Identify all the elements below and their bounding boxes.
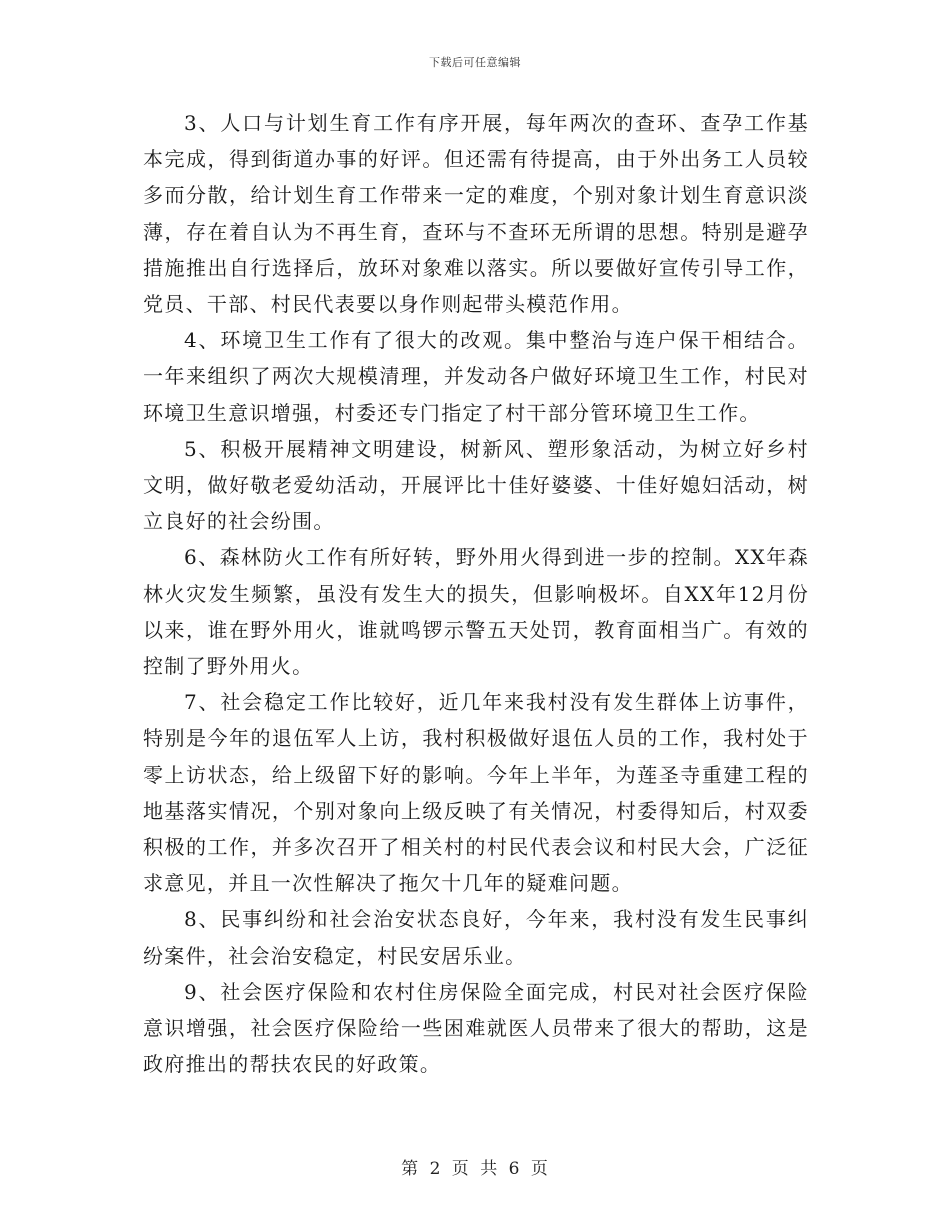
paragraph-6: 6、森林防火工作有所好转，野外用火得到进一步的控制。XX年森林火灾发生频繁，虽没有发生大的损失，但影响极坏。自XX年12月份以来，谁在野外用火，谁就鸣锣示警五天处罚，教育面相当广。有效的控制了野外用火。 [143, 545, 809, 679]
paragraph-9: 9、社会医疗保险和农村住房保险全面完成，村民对社会医疗保险意识增强，社会医疗保险给一些困难就医人员带来了很大的帮助，这是政府推出的帮扶农民的好政策。 [143, 979, 809, 1077]
paragraph-4: 4、环境卫生工作有了很大的改观。集中整治与连户保干相结合。一年来组织了两次大规模清理，并发动各户做好环境卫生工作，村民对环境卫生意识增强，村委还专门指定了村干部分管环境卫生工作。 [143, 328, 809, 425]
paragraph-8: 8、民事纠纷和社会治安状态良好，今年来，我村没有发生民事纠纷案件，社会治安稳定，村民安居乐业。 [143, 907, 809, 968]
page-header: 下载后可任意编辑 [429, 56, 521, 69]
paragraph-5: 5、积极开展精神文明建设，树新风、塑形象活动，为树立好乡村文明，做好敬老爱幼活动，开展评比十佳好婆婆、十佳好媳妇活动，树立良好的社会纷围。 [143, 436, 809, 534]
paragraph-7: 7、社会稳定工作比较好，近几年来我村没有发生群体上访事件，特别是今年的退伍军人上访，我村积极做好退伍人员的工作，我村处于零上访状态，给上级留下好的影响。今年上半年，为莲圣寺重建工程的地基落实情况，个别对象向上级反映了有关情况，村委得知后，村双委积极的工作，并多次召开了相关村的村民代表会议和村民大会，广泛征求意见，并且一次性解决了拖欠十几年的疑难问题。 [143, 690, 809, 896]
page-number: 第 2 页 共 6 页 [401, 1159, 549, 1179]
paragraph-3: 3、人口与计划生育工作有序开展，每年两次的查环、查孕工作基本完成，得到街道办事的好评。但还需有待提高，由于外出务工人员较多而分散，给计划生育工作带来一定的难度，个别对象计划生育意识淡薄，存在着自认为不再生育，查环与不查环无所谓的思想。特别是避孕措施推出自行选择后，放环对象难以落实。所以要做好宣传引导工作，党员、干部、村民代表要以身作则起带头模范作用。 [143, 111, 809, 317]
document-body [143, 105, 809, 1082]
